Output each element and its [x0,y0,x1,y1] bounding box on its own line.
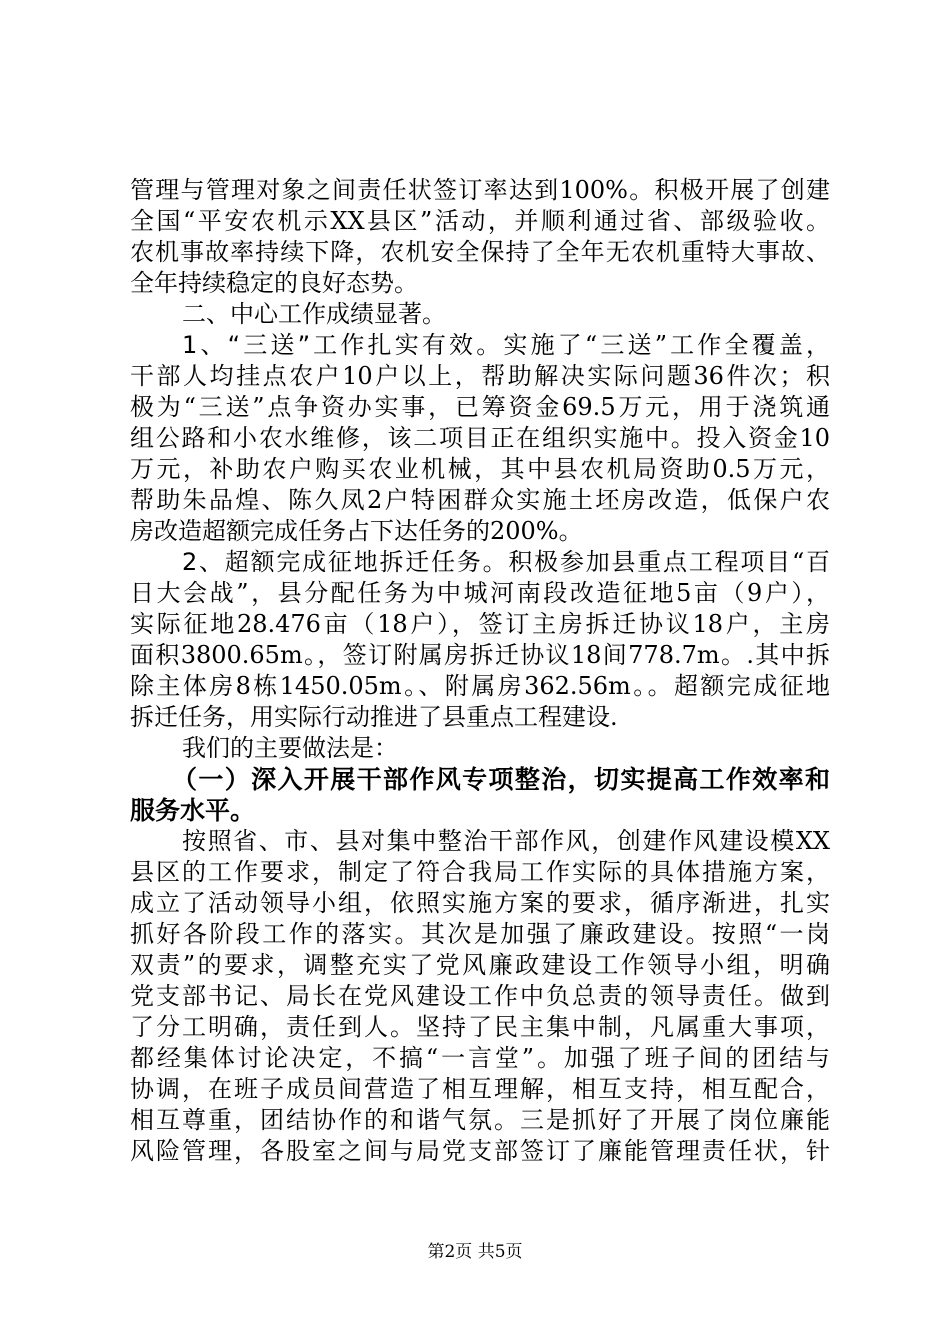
text-line: 农机事故率持续下降，农机安全保持了全年无农机重特大事故、 [130,238,830,266]
text-line: 极为“三送”点争资办实事，已筹资金69.5万元，用于浇筑通 [130,393,830,421]
text-line: 组公路和小农水维修，该二项目正在组织实施中。投入资金10 [130,424,830,452]
text-line: 干部人均挂点农户10户以上，帮助解决实际问题36件次；积 [130,362,830,390]
text-line: 拆迁任务，用实际行动推进了县重点工程建设. [130,703,618,731]
page-footer [0,1239,950,1265]
page-number: 第2页 共5页 [427,1242,523,1262]
text-line: 管理与管理对象之间责任状签订率达到100%。积极开展了创建 [130,176,830,204]
text-line: 了分工明确，责任到人。坚持了民主集中制，凡属重大事项， [130,1013,830,1041]
text-line: 房改造超额完成任务占下达任务的200%。 [130,517,583,545]
text-line: 都经集体讨论决定，不搞“一言堂”。加强了班子间的团结与 [130,1044,830,1072]
text-line: 县区的工作要求，制定了符合我局工作实际的具体措施方案， [130,858,830,886]
text-line [130,330,830,361]
text-line: 除主体房8栋1450.05m。、附属房362.56m。。超额完成征地 [130,672,830,700]
text-line: 按照省、市、县对集中整治干部作风，创建作风建设模XX [182,827,830,855]
document-body [130,175,830,1167]
item-text: 实施了“三送”工作全覆盖， [503,331,830,359]
text-line: 抓好各阶段工作的落实。其次是加强了廉政建设。按照“一岗 [130,920,830,948]
text-line [130,547,830,578]
methods-intro: 我们的主要做法是： [182,734,398,762]
text-line: 党支部书记、局长在党风建设工作中负总责的领导责任。做到 [130,982,830,1010]
text-line: 协调，在班子成员间营造了相互理解，相互支持，相互配合， [130,1075,830,1103]
text-line: 风险管理，各股室之间与局党支部签订了廉能管理责任状，针 [130,1137,830,1165]
text-line: 相互尊重，团结协作的和谐气氛。三是抓好了开展了岗位廉能 [130,1106,830,1134]
method-heading: （一）深入开展干部作风专项整治，切实提高工作效率和 [172,765,830,794]
item-text: 积极参加县重点工程项目“百 [508,548,830,576]
text-line: 万元，补助农户购买农业机械，其中县农机局资助0.5万元， [130,455,830,483]
text-line: 双责”的要求，调整充实了党风廉政建设工作领导小组，明确 [130,951,830,979]
text-line: 帮助朱品煌、陈久凤2户特困群众实施土坯房改造，低保户农 [130,486,830,514]
text-line: 日大会战”，县分配任务为中城河南段改造征地5亩（9户）， [130,579,830,607]
text-line: 实际征地28.476亩（18户），签订主房拆迁协议18户，主房 [130,610,830,638]
section-heading: 二、中心工作成绩显著。 [182,300,446,328]
text-line: 全国“平安农机示XX县区”活动，并顺利通过省、部级验收。 [130,207,830,235]
item-heading: 1、“三送”工作扎实有效。 [182,331,504,359]
method-heading: 服务水平。 [130,796,256,825]
text-line: 面积3800.65m。，签订附属房拆迁协议18间778.7m。.其中拆 [130,641,830,669]
text-line: 成立了活动领导小组，依照实施方案的要求，循序渐进，扎实 [130,889,830,917]
item-heading: 2、超额完成征地拆迁任务。 [182,548,509,576]
text-line: 全年持续稳定的良好态势。 [130,269,418,297]
